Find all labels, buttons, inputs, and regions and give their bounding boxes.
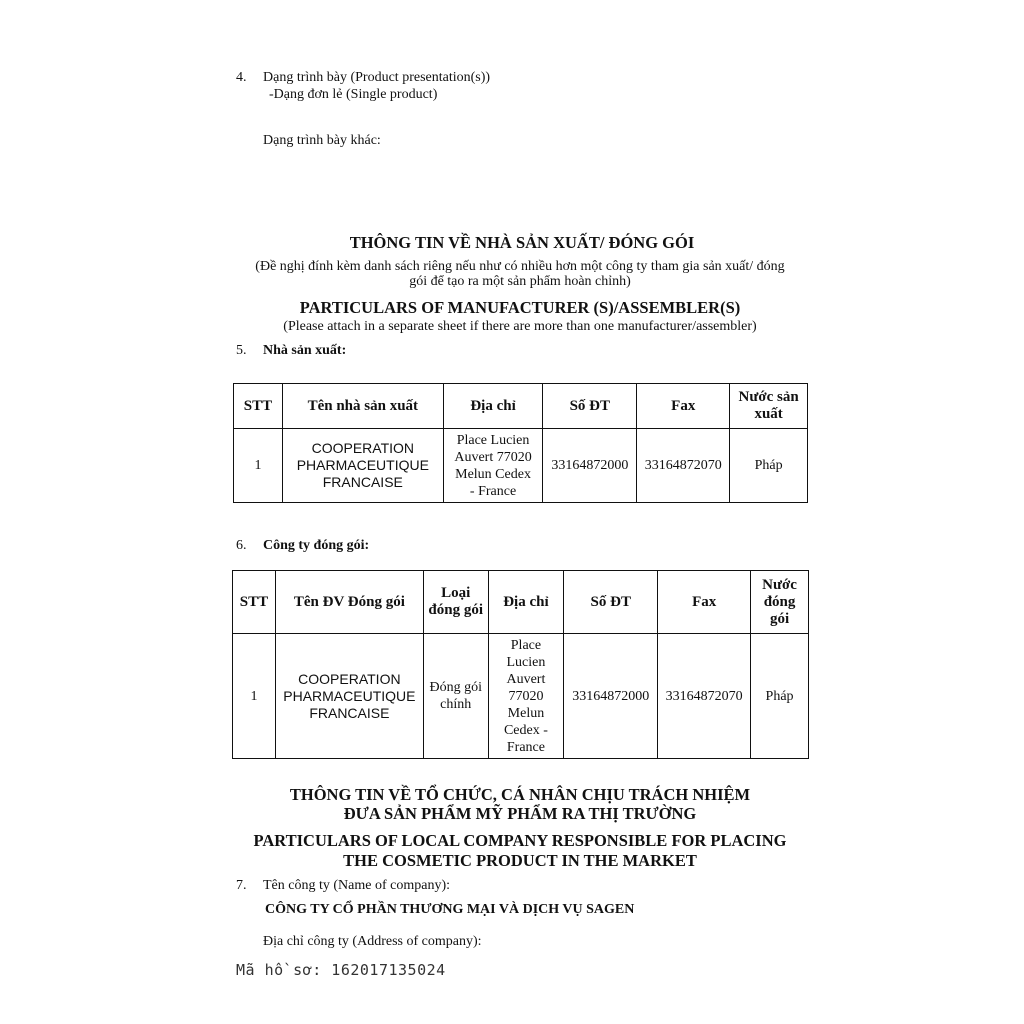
table-header-row	[234, 384, 808, 429]
table-row	[234, 429, 808, 503]
manufacturer-note-vn-1: (Đề nghị đính kèm danh sách riêng nếu như có nhiều hơn một công ty tham gia sản xuất/ đóng	[255, 259, 785, 274]
section-4-title: Dạng trình bày (Product presentation(s))	[263, 70, 491, 85]
section-7-number: 7.	[236, 878, 247, 893]
header-manufacturer-name: Tên nhà sản xuất	[282, 384, 443, 429]
table-row	[233, 634, 809, 759]
cell-address: Place Lucien Auvert 77020 Melun Cedex - France	[488, 634, 564, 759]
other-presentation-label: Dạng trình bày khác:	[263, 133, 381, 148]
manufacturer-note-vn-2: gói để tạo ra một sản phẩm hoàn chỉnh)	[409, 274, 631, 289]
header-fax: Fax	[637, 384, 730, 429]
local-company-title-en-1: PARTICULARS OF LOCAL COMPANY RESPONSIBLE FOR PLACING	[253, 831, 787, 850]
section-4-number: 4.	[236, 70, 247, 85]
header-fax: Fax	[658, 571, 751, 634]
company-name-label: Tên công ty (Name of company):	[263, 878, 450, 893]
manufacturer-note-en: (Please attach in a separate sheet if there are more than one manufacturer/assembler)	[283, 319, 757, 334]
manufacturer-title-en: PARTICULARS OF MANUFACTURER (S)/ASSEMBLER(S)	[299, 298, 741, 317]
cell-stt: 1	[233, 634, 276, 759]
cell-fax: 33164872070	[658, 634, 751, 759]
header-stt: STT	[233, 571, 276, 634]
cell-address: Place Lucien Auvert 77020 Melun Cedex - France	[443, 429, 543, 503]
cell-manufacturer-name: COOPERATION PHARMACEUTIQUE FRANCAISE	[282, 429, 443, 503]
cell-stt: 1	[234, 429, 283, 503]
header-address: Địa chỉ	[443, 384, 543, 429]
header-phone: Số ĐT	[564, 571, 658, 634]
single-product-option: -Dạng đơn lẻ (Single product)	[269, 87, 438, 102]
manufacturer-table	[233, 383, 808, 503]
manufacturer-title-vn: THÔNG TIN VỀ NHÀ SẢN XUẤT/ ĐÓNG GÓI	[349, 233, 695, 252]
section-5-number: 5.	[236, 343, 247, 358]
header-address: Địa chỉ	[488, 571, 564, 634]
cell-packaging-type: Đóng gói chính	[423, 634, 488, 759]
company-address-label: Địa chỉ công ty (Address of company):	[263, 934, 482, 949]
packager-table	[232, 570, 809, 759]
section-5-title: Nhà sản xuất:	[263, 343, 347, 358]
cell-phone: 33164872000	[543, 429, 637, 503]
header-stt: STT	[234, 384, 283, 429]
cell-country: Pháp	[751, 634, 809, 759]
section-6-number: 6.	[236, 538, 247, 553]
table-header-row	[233, 571, 809, 634]
local-company-title-vn-1: THÔNG TIN VỀ TỔ CHỨC, CÁ NHÂN CHỊU TRÁCH NHIỆM	[289, 785, 751, 804]
cell-packager-name: COOPERATION PHARMACEUTIQUE FRANCAISE	[275, 634, 423, 759]
local-company-title-en-2: THE COSMETIC PRODUCT IN THE MARKET	[343, 851, 697, 870]
local-company-title-vn-2: ĐƯA SẢN PHẨM MỸ PHẨM RA THỊ TRƯỜNG	[343, 804, 697, 823]
record-code: Mã hồ sơ: 162017135024	[236, 961, 446, 979]
header-packager-name: Tên ĐV Đóng gói	[275, 571, 423, 634]
header-country: Nước sản xuất	[730, 384, 808, 429]
cell-country: Pháp	[730, 429, 808, 503]
section-6-title: Công ty đóng gói:	[263, 538, 370, 553]
header-phone: Số ĐT	[543, 384, 637, 429]
company-name-value: CÔNG TY CỔ PHẦN THƯƠNG MẠI VÀ DỊCH VỤ SAGEN	[265, 902, 635, 917]
header-packaging-type: Loại đóng gói	[423, 571, 488, 634]
cell-phone: 33164872000	[564, 634, 658, 759]
header-country: Nước đóng gói	[751, 571, 809, 634]
cell-fax: 33164872070	[637, 429, 730, 503]
